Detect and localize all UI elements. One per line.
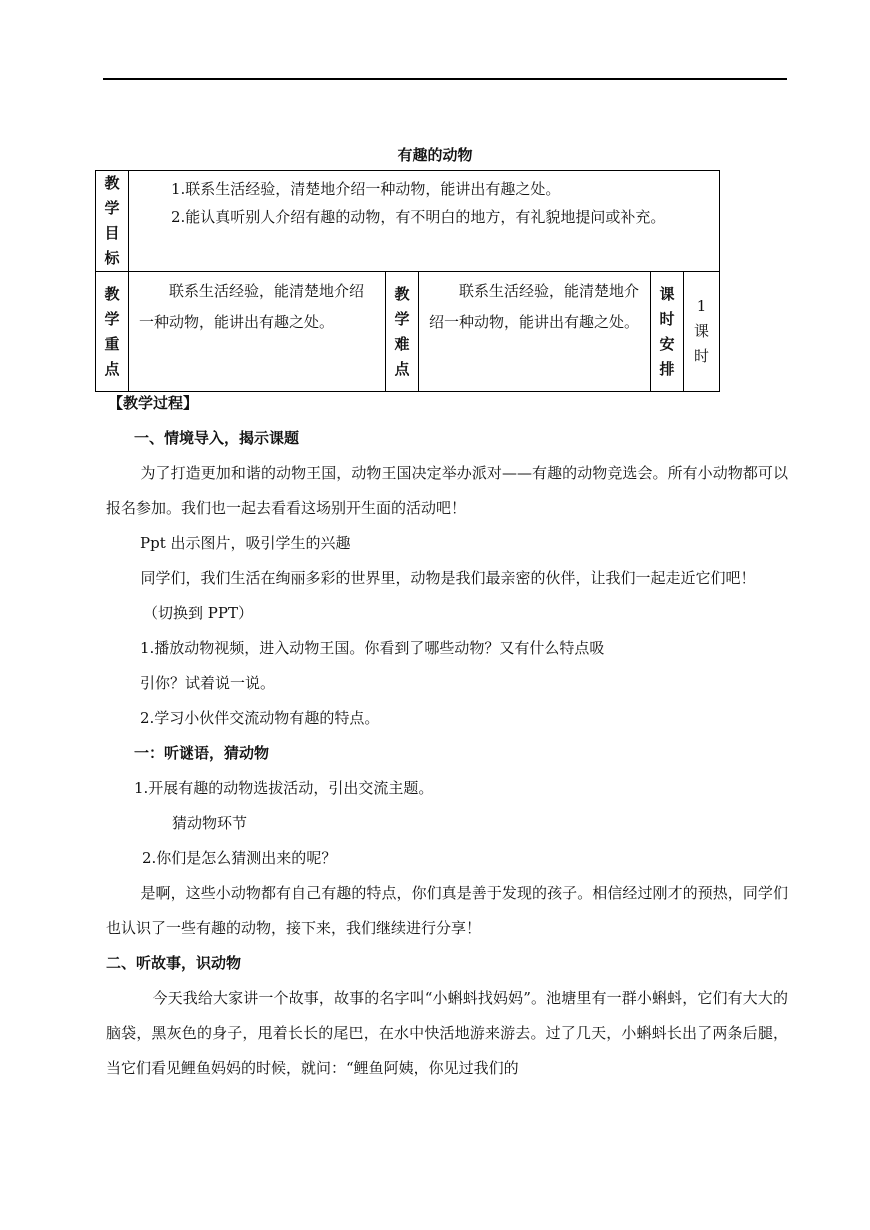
paragraph: 今天我给大家讲一个故事，故事的名字叫“小蝌蚪找妈妈”。池塘里有一群小蝌蚪，它们有大大的脑袋，黑灰色的身子，甩着长长的尾巴，在水中快活地游来游去。过了几天，小蝌蚪长出了两条后腿，当它们看见鲤鱼妈妈的时候，就问：“鲤鱼阿姨，你见过我们的 — [106, 989, 788, 1077]
document-title: 有趣的动物 — [397, 146, 473, 164]
paragraph: 引你？试着说一说。 — [140, 674, 276, 692]
focus-label-cell — [96, 272, 129, 392]
paragraph: 2.学习小伙伴交流动物有趣的特点。 — [140, 709, 380, 727]
paragraph: 猜动物环节 — [172, 814, 248, 832]
section-1-title: 一、情境导入，揭示课题 — [134, 429, 300, 447]
focus-cell — [129, 272, 386, 392]
paragraph: 1.播放动物视频，进入动物王国。你看到了哪些动物？又有什么特点吸 — [140, 639, 605, 657]
paragraph: 同学们，我们生活在绚丽多彩的世界里，动物是我们最亲密的伙伴，让我们一起走近它们吧！ — [140, 569, 756, 587]
focus-text: 联系生活经验，能清楚地介绍一种动物，能讲出有趣之处。 — [139, 282, 365, 331]
paragraph: 为了打造更加和谐的动物王国，动物王国决定举办派对——有趣的动物竞选会。所有小动物都可以报名参加。我们也一起去看看这场别开生面的活动吧！ — [106, 464, 788, 517]
goals-label: 教学目标 — [104, 174, 120, 267]
paragraph: Ppt 出示图片，吸引学生的兴趣 — [140, 534, 351, 552]
paragraph: 2.你们是怎么猜测出来的呢？ — [142, 849, 337, 867]
process-header: 【教学过程】 — [108, 394, 199, 412]
focus-label: 教学重点 — [104, 284, 120, 378]
lesson-plan-table — [95, 170, 720, 392]
goals-label-cell — [96, 171, 129, 272]
schedule-label: 课时安排 — [659, 284, 675, 378]
section-2-title: 一：听谜语，猜动物 — [134, 744, 270, 762]
section-3-title: 二、听故事，识动物 — [106, 954, 242, 972]
schedule-cell — [684, 272, 720, 392]
paragraph: 是啊，这些小动物都有自己有趣的特点，你们真是善于发现的孩子。相信经过刚才的预热，同学们也认识了一些有趣的动物，接下来，我们继续进行分享！ — [106, 884, 788, 937]
paragraph: （切换到 PPT） — [143, 604, 253, 622]
difficulty-text: 联系生活经验，能清楚地介绍一种动物，能讲出有趣之处。 — [429, 282, 640, 331]
teaching-process — [106, 386, 788, 1086]
goal-item: 2.能认真听别人介绍有趣的动物，有不明白的地方，有礼貌地提问或补充。 — [171, 208, 666, 226]
goals-cell — [129, 171, 720, 272]
difficulty-label: 教学难点 — [394, 284, 410, 378]
goal-item: 1.联系生活经验，清楚地介绍一种动物，能讲出有趣之处。 — [171, 180, 561, 198]
header-rule — [103, 78, 787, 80]
paragraph: 1.开展有趣的动物选拔活动，引出交流主题。 — [134, 779, 434, 797]
schedule-value: 1课时 — [694, 297, 710, 365]
schedule-label-cell — [651, 272, 684, 392]
difficulty-cell — [419, 272, 651, 392]
difficulty-label-cell — [386, 272, 419, 392]
